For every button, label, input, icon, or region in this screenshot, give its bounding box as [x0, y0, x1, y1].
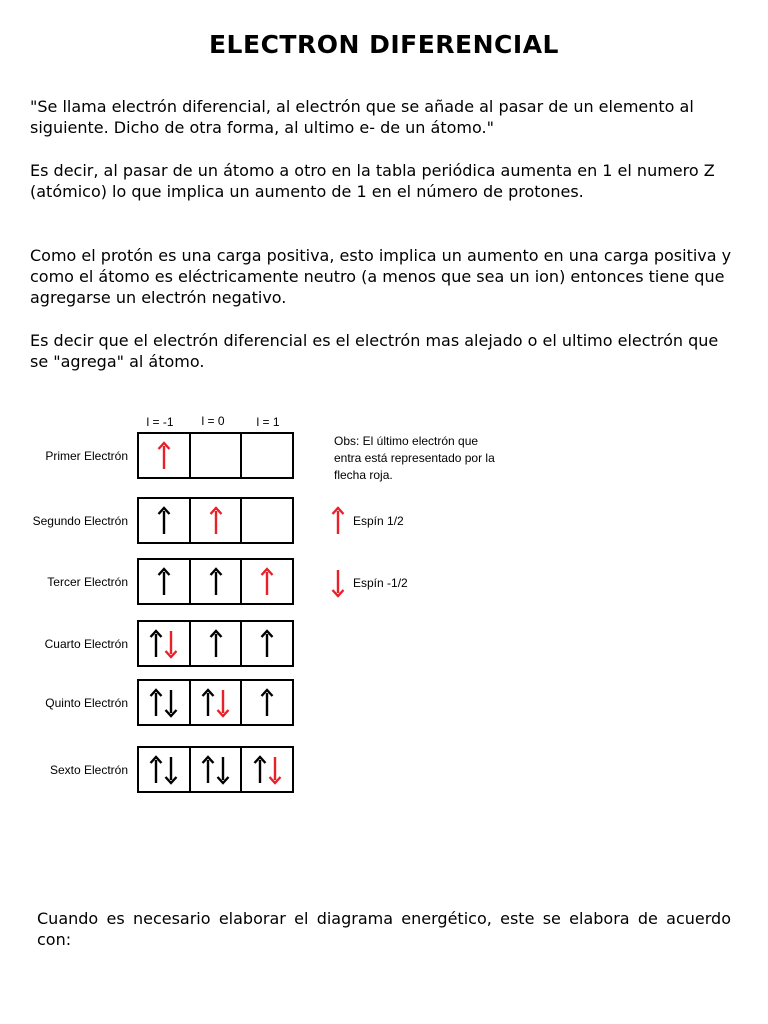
- observation-note: Obs: El último electrón que entra está representado por la flecha roja.: [334, 434, 495, 482]
- arrow-up-icon: [209, 506, 223, 536]
- row-label: Sexto Electrón: [49, 763, 128, 777]
- arrow-down-icon: [331, 568, 345, 598]
- arrow-up-icon: [260, 629, 274, 659]
- arrow-down-icon: [216, 688, 230, 718]
- orbital-cell: [139, 748, 191, 791]
- arrow-up-icon: [157, 506, 171, 536]
- arrow-up-icon: [253, 755, 267, 785]
- column-label-l-1: l = 1: [256, 415, 280, 429]
- row-label: Primer Electrón: [45, 449, 128, 463]
- orbital-cell: [242, 681, 292, 724]
- orbital-boxes: [137, 679, 294, 726]
- paragraph-definition: "Se llama electrón diferencial, al electrón que se añade al pasar de un elemento al siguiente. Dicho de otra forma, al ultimo e- de un átomo.": [30, 97, 694, 137]
- column-label-l-minus-1: l = -1: [146, 415, 174, 429]
- arrow-up-icon: [209, 567, 223, 597]
- orbital-cell: [139, 560, 191, 603]
- arrow-down-icon: [164, 755, 178, 785]
- page-title: ELECTRON DIFERENCIAL: [208, 30, 559, 59]
- orbital-boxes: [137, 620, 294, 667]
- arrow-up-icon: [331, 506, 345, 536]
- orbital-cell: [242, 560, 292, 603]
- orbital-cell: [191, 434, 243, 477]
- orbital-boxes: [137, 746, 294, 793]
- arrow-up-icon: [149, 755, 163, 785]
- arrow-up-icon: [260, 567, 274, 597]
- arrow-down-icon: [164, 629, 178, 659]
- legend-label-spin-up: Espín 1/2: [353, 514, 404, 528]
- orbital-cell: [242, 499, 292, 542]
- arrow-up-icon: [157, 567, 171, 597]
- column-label-l-0: l = 0: [201, 414, 225, 428]
- arrow-down-icon: [268, 755, 282, 785]
- arrow-up-icon: [331, 506, 345, 536]
- orbital-cell: [242, 748, 292, 791]
- arrow-up-icon: [149, 629, 163, 659]
- orbital-cell: [139, 434, 191, 477]
- row-label: Quinto Electrón: [45, 696, 128, 710]
- arrow-up-icon: [201, 755, 215, 785]
- orbital-cell: [191, 499, 243, 542]
- paragraph-energy-diagram: Cuando es necesario elaborar el diagrama energético, este se elabora de acuerdo con:: [37, 909, 731, 949]
- legend-spin-down: [331, 568, 408, 598]
- orbital-boxes: [137, 432, 294, 479]
- orbital-cell: [242, 622, 292, 665]
- arrow-up-icon: [260, 688, 274, 718]
- orbital-diagram: [0, 400, 768, 820]
- orbital-cell: [139, 622, 191, 665]
- orbital-cell: [139, 499, 191, 542]
- orbital-cell: [191, 681, 243, 724]
- orbital-cell: [242, 434, 292, 477]
- row-label: Tercer Electrón: [47, 575, 128, 589]
- orbital-cell: [139, 681, 191, 724]
- orbital-cell: [191, 560, 243, 603]
- arrow-down-icon: [331, 568, 345, 598]
- orbital-cell: [191, 748, 243, 791]
- orbital-boxes: [137, 558, 294, 605]
- paragraph-last-electron: Es decir que el electrón diferencial es el electrón mas alejado o el ultimo electrón que se "agrega" al átomo.: [30, 331, 719, 371]
- orbital-boxes: [137, 497, 294, 544]
- arrow-down-icon: [164, 688, 178, 718]
- legend-label-spin-down: Espín -1/2: [353, 576, 408, 590]
- arrow-up-icon: [209, 629, 223, 659]
- arrow-down-icon: [216, 755, 230, 785]
- paragraph-proton-charge: Como el protón es una carga positiva, esto implica un aumento en una carga positiva y como el átomo es eléctricamente neutro (a menos que sea un ion) entonces tiene que agregarse un electrón negativo.: [30, 246, 732, 307]
- arrow-up-icon: [201, 688, 215, 718]
- paragraph-atomic-number: Es decir, al pasar de un átomo a otro en la tabla periódica aumenta en 1 el numero Z (atómico) lo que implica un aumento de 1 en el número de protones.: [30, 161, 715, 201]
- row-label: Cuarto Electrón: [44, 637, 128, 651]
- arrow-up-icon: [157, 441, 171, 471]
- legend-spin-up: [331, 506, 404, 536]
- arrow-up-icon: [149, 688, 163, 718]
- orbital-cell: [191, 622, 243, 665]
- row-label: Segundo Electrón: [32, 514, 128, 528]
